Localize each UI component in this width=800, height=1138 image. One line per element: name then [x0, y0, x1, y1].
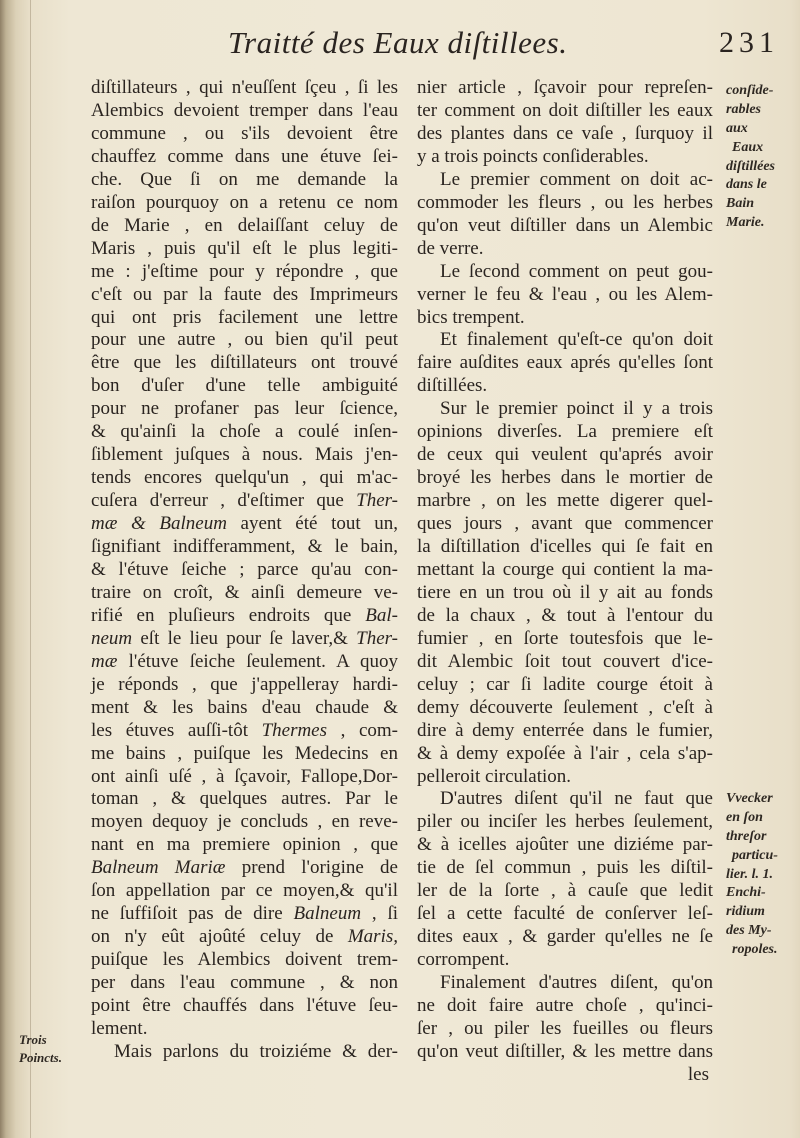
text-run: piler ou inciſer les herbes ſeulement,: [417, 811, 713, 833]
text-run: prend l'origine de: [225, 857, 398, 879]
text-line: [91, 1017, 398, 1040]
text-line: [417, 856, 713, 879]
text-run: c'eſt ou par la faute des Imprimeurs: [91, 283, 398, 305]
text-line: [417, 581, 713, 604]
text-line: [417, 604, 713, 627]
italic-text: Balneum Mariæ: [91, 857, 226, 879]
text-line: [91, 1040, 398, 1063]
text-run: Le ſecond comment on peut gou-: [440, 260, 713, 282]
text-run: D'autres diſent qu'il ne faut que: [440, 788, 713, 810]
text-line: [417, 99, 713, 122]
text-line: [417, 879, 713, 902]
text-run: cuſera d'erreur , d'eſtimer que: [91, 490, 357, 512]
text-line: [417, 810, 713, 833]
text-run: commune , ou s'ils devoient être: [91, 122, 398, 144]
text-run: de Marie , en delaiſſant celuy de: [91, 214, 398, 236]
text-line: [417, 122, 713, 145]
text-line: [91, 902, 398, 925]
text-run: broyé les herbes dans le mortier de: [417, 467, 713, 489]
text-line: [91, 650, 398, 673]
text-line: [91, 168, 398, 191]
text-run: ont ainſi uſé , à ſçavoir, Fallope,Dor-: [91, 765, 398, 787]
text-line: [91, 604, 398, 627]
text-run: marbre , on les mette digerer quel-: [417, 490, 713, 512]
text-line: [417, 948, 713, 971]
text-line: [91, 145, 398, 168]
text-run: diſtillées.: [417, 375, 488, 397]
italic-text: neum: [91, 627, 133, 649]
text-run: ſiblement juſques à nous. Mais j'en-: [91, 444, 398, 466]
text-line: [91, 122, 398, 145]
text-line: [417, 397, 713, 420]
text-line: [91, 443, 398, 466]
text-run: & qu'ainſi la choſe a coulé inſen-: [91, 421, 398, 443]
text-run: Finalement d'autres diſent, qu'on: [440, 972, 713, 994]
text-line: [417, 650, 713, 673]
text-line: [91, 925, 398, 948]
text-line: [417, 443, 713, 466]
text-line: [417, 489, 713, 512]
text-line: [417, 145, 713, 168]
margin-note-line: lier. l. 1.: [726, 866, 774, 882]
text-line: [91, 489, 398, 512]
text-line: [417, 76, 713, 99]
text-line: [417, 742, 713, 765]
page-crease: [30, 0, 31, 1138]
text-line: [417, 420, 713, 443]
text-line: [417, 328, 713, 351]
text-line: [91, 328, 398, 351]
text-run: tie de ſel commun , puis les diſtil-: [417, 857, 713, 879]
text-line: [91, 810, 398, 833]
text-run: ne doit faire autre choſe , qu'inci-: [417, 995, 713, 1016]
margin-note-line: particu-: [732, 847, 778, 863]
margin-note-line: ropoles.: [732, 942, 778, 958]
text-line: [91, 214, 398, 237]
text-run: ſon appellation par ce moyen,& qu'il: [91, 880, 398, 902]
margin-note-line: Bain: [726, 196, 755, 212]
text-run: les étuves auſſi-tôt: [91, 719, 262, 741]
text-run: de verre.: [417, 237, 484, 259]
text-line: [91, 260, 398, 283]
text-run: dire à demy enterrée dans le fumier,: [417, 719, 713, 741]
text-run: de ceux qui veulent qu'aprés avoir: [417, 444, 713, 466]
text-line: [91, 856, 398, 879]
margin-note-line: Marie.: [726, 215, 765, 231]
italic-text: Thermes: [261, 719, 328, 741]
text-line: [417, 191, 713, 214]
text-run: Et finalement qu'eſt-ce qu'on doit: [440, 329, 713, 351]
text-run: Mais parlons du troiziéme & der-: [114, 1040, 398, 1062]
text-run: point être chauffés dans l'étuve ſeu-: [91, 995, 398, 1016]
italic-text: Balneum: [293, 903, 362, 925]
text-line: [91, 581, 398, 604]
text-line: [417, 512, 713, 535]
text-line: [417, 902, 713, 925]
text-run: bics trempent.: [417, 306, 525, 328]
text-line: [417, 994, 713, 1017]
text-line: [417, 214, 713, 237]
text-run: , ſi: [361, 903, 398, 925]
italic-text: Ther-: [356, 490, 398, 512]
text-line: [91, 99, 398, 122]
text-line: [417, 787, 713, 810]
text-run: ſel a cette faculté de conſerver leſ-: [417, 903, 713, 925]
text-run: ſignifiant indifferamment, & le bain,: [91, 536, 398, 557]
italic-text: Bal-: [365, 604, 398, 626]
text-line: [91, 994, 398, 1017]
text-run: des plantes dans ce vaſe , ſurquoy il: [417, 122, 713, 144]
text-run: Alembics devoient tremper dans l'eau: [91, 99, 398, 121]
text-line: [91, 306, 398, 329]
text-run: & l'étuve ſeiche ; parce qu'au con-: [91, 558, 398, 580]
text-run: Sur le premier poinct il y a trois: [440, 398, 713, 420]
text-run: dit Alembic ſoit tout couvert d'ice-: [417, 650, 713, 672]
catchword: les: [687, 1064, 709, 1085]
text-line: [91, 397, 398, 420]
text-run: traire on croît, & ainſi demeure ve-: [91, 581, 398, 603]
text-line: [91, 351, 398, 374]
text-line: [91, 512, 398, 535]
text-run: Maris , puis qu'il eſt le plus legiti-: [91, 237, 398, 259]
italic-text: mæ & Balneum: [91, 513, 227, 535]
margin-note-line: conſide-: [726, 83, 774, 98]
margin-note-line: diſtillées: [726, 158, 775, 174]
text-run: ayent été tout un,: [226, 513, 398, 535]
text-line: [417, 1040, 713, 1063]
text-run: ter comment on doit diſtiller les eaux: [417, 99, 713, 121]
text-run: & à demy expoſée à l'air , cela s'ap-: [417, 742, 713, 764]
text-line: [417, 558, 713, 581]
text-run: pelleroit circulation.: [417, 765, 572, 787]
margin-note-line: en ſon: [726, 809, 763, 825]
text-line: [91, 719, 398, 742]
page-number: 231: [719, 26, 779, 59]
text-line: [91, 76, 398, 99]
left-text-column: [91, 76, 398, 1086]
text-run: toman , & quelques autres. Par le: [91, 788, 398, 810]
margin-note-bain-marie: [726, 82, 775, 233]
text-run: celuy ; car ſi ladite courge étoit à: [417, 673, 713, 695]
text-line: [91, 283, 398, 306]
text-run: eſt le lieu pour ſe laver,&: [132, 627, 357, 649]
text-run: che. Que ſi on me demande la: [91, 168, 398, 190]
text-line: [91, 696, 398, 719]
text-line: [91, 420, 398, 443]
text-line: [91, 742, 398, 765]
text-run: fumier , en ſorte toutesfois que le-: [417, 627, 713, 649]
text-line: [91, 627, 398, 650]
text-run: qu'on veut diſtiller dans un Alembic: [417, 214, 713, 236]
text-run: per dans l'eau commune , & non: [91, 972, 398, 994]
running-title: Traitté des Eaux diſtillees.: [228, 25, 568, 60]
text-run: qu'on veut diſtiller, & les mettre dans: [417, 1040, 713, 1062]
text-run: de la chaux , & tout à l'entour du: [417, 604, 713, 626]
text-line: [91, 879, 398, 902]
text-run: corrompent.: [417, 949, 510, 971]
text-line: [417, 283, 713, 306]
text-line: [91, 535, 398, 558]
text-run: l'étuve ſeiche ſeulement. A quoy: [117, 650, 398, 672]
text-run: on n'y eût ajoûté celuy de: [91, 926, 348, 948]
text-line: [417, 374, 713, 397]
text-line: [91, 466, 398, 489]
text-run: demy découverte ſeulement , c'eſt à: [417, 696, 713, 718]
margin-note-line: threſor: [726, 828, 767, 844]
text-line: [417, 260, 713, 283]
margin-note-line: Eaux: [732, 139, 764, 155]
text-line: [417, 306, 713, 329]
text-run: y a trois poincts conſiderables.: [417, 145, 649, 167]
margin-note-line: Enchi-: [726, 885, 766, 901]
text-line: [91, 833, 398, 856]
text-line: [91, 948, 398, 971]
italic-text: Maris,: [347, 926, 398, 948]
text-run: ques jours , avant que commencer: [417, 513, 713, 535]
text-line: [417, 627, 713, 650]
text-run: commoder les fleurs , ou les herbes: [417, 191, 713, 213]
text-run: mettant la courge qui contient la ma-: [417, 558, 713, 580]
text-run: me bains , puiſque les Medecins en: [91, 742, 398, 764]
text-run: moyen dequoy je concluds , en reve-: [91, 811, 398, 833]
text-run: lement.: [91, 1017, 148, 1039]
text-run: ment & les bains d'eau chaude &: [91, 696, 398, 718]
text-line: [417, 535, 713, 558]
text-run: ne ſuffiſoit pas de dire: [91, 903, 294, 925]
text-run: la diſtillation d'icelles qui ſe fait en: [417, 536, 713, 557]
margin-note-line: dans le: [726, 177, 767, 193]
text-line: [417, 237, 713, 260]
text-run: tends encores quelqu'un , qui m'ac-: [91, 467, 398, 489]
margin-note-line: des My-: [726, 923, 772, 939]
text-run: être que les diſtillateurs ont trouvé: [91, 352, 398, 374]
text-run: chauffez comme dans une étuve ſei-: [91, 145, 398, 167]
text-run: & à icelles ajoûter une diziéme par-: [417, 834, 713, 856]
text-run: nier article , ſçavoir pour repreſen-: [417, 77, 713, 98]
text-line: [91, 787, 398, 810]
margin-note-line: Poincts.: [19, 1050, 62, 1065]
text-line: [417, 696, 713, 719]
text-run: Le premier comment on doit ac-: [440, 168, 713, 190]
text-run: je réponds , que j'appelleray hardi-: [91, 673, 398, 695]
text-line: [91, 191, 398, 214]
text-line: [417, 719, 713, 742]
text-line: [417, 168, 713, 191]
text-line: [91, 374, 398, 397]
right-text-column: [417, 76, 713, 1086]
text-run: puiſque les Alembics doivent trem-: [91, 949, 398, 971]
text-run: qui ont pris facilement une lettre: [91, 306, 398, 328]
margin-note-trois-poincts: [19, 1031, 62, 1067]
text-line: [417, 925, 713, 948]
text-line: [91, 673, 398, 696]
margin-note-vvecker: [726, 790, 778, 960]
italic-text: Ther-: [356, 627, 398, 649]
text-line: [91, 971, 398, 994]
text-run: nant en ma premiere opinion , que: [91, 834, 398, 856]
margin-note-line: Vvecker: [726, 791, 773, 806]
text-line: [417, 971, 713, 994]
text-run: faire auſdites eaux aprés qu'elles ſont: [417, 352, 713, 374]
text-line: [91, 237, 398, 260]
text-run: , com-: [327, 719, 398, 741]
margin-note-line: Trois: [19, 1032, 47, 1047]
italic-text: mæ: [91, 650, 118, 672]
margin-note-line: ridium: [726, 904, 765, 920]
margin-note-line: aux: [726, 120, 748, 136]
text-line: [417, 673, 713, 696]
text-run: rifié en pluſieurs endroits que: [91, 604, 366, 626]
text-line: [417, 351, 713, 374]
text-line: [91, 558, 398, 581]
text-run: opinions diverſes. La premiere eſt: [417, 421, 713, 443]
text-run: ler de la ſorte , à cauſe que ledit: [417, 880, 713, 902]
text-run: dites eaux , & garder qu'elles ne ſe: [417, 926, 713, 948]
text-run: pour ne profaner pas leur ſcience,: [91, 398, 398, 420]
text-line: [417, 466, 713, 489]
text-line: [91, 765, 398, 788]
text-line: [417, 765, 713, 788]
text-run: verner le feu & l'eau , ou les Alem-: [417, 283, 713, 305]
text-run: pour une autre , ou bien qu'il peut: [91, 329, 398, 351]
text-run: raiſon pourquoy on a retenu ce nom: [91, 191, 398, 213]
margin-note-line: rables: [726, 101, 761, 117]
text-run: me : j'eſtime pour y répondre , que: [91, 260, 398, 282]
text-run: ſer , ou piler les fueilles ou fleurs: [417, 1017, 713, 1039]
text-run: tiere en un trou où il y ait au fonds: [417, 581, 713, 603]
text-line: [417, 833, 713, 856]
text-run: diſtillateurs , qui n'euſſent ſçeu , ſi les: [91, 77, 398, 98]
text-run: bon d'uſer d'une telle ambiguité: [91, 375, 398, 397]
text-line: [417, 1017, 713, 1040]
